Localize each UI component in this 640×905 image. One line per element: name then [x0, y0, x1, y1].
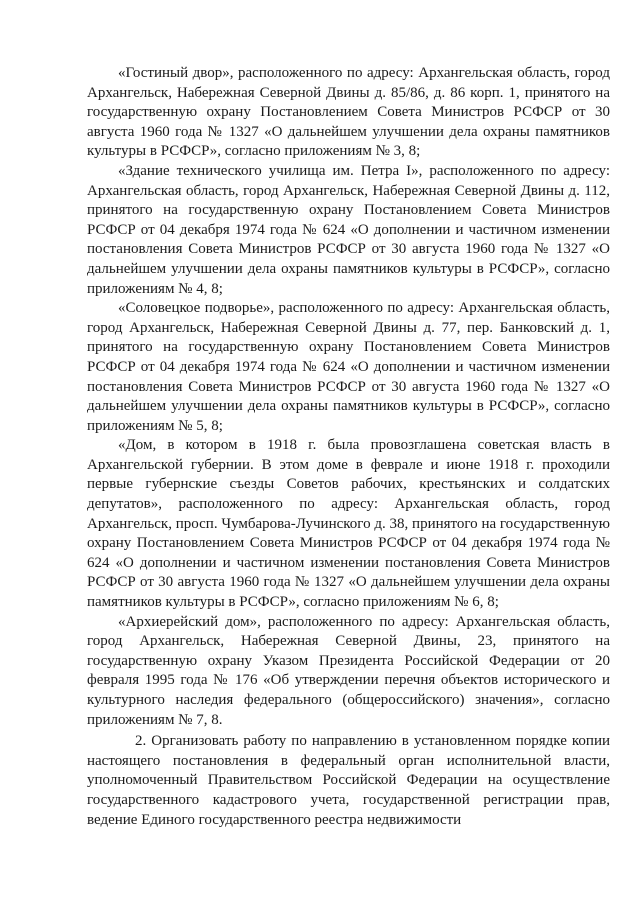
paragraph-archbishop-house: «Архиерейский дом», расположенного по адресу: Архангельская область, город Архангельск, Набережная Северной Двины, 23, принятого на государственную охрану Указом Президента Российской Федерации от 20 февраля 1995 года № 176 «Об утверждении перечня объектов исторического и культурного наследия федерального (общероссийского) значения», согласно приложениям № 7, 8.: [87, 613, 610, 728]
paragraph-soviet-power-house: «Дом, в котором в 1918 г. была провозглашена советская власть в Архангельской губернии. В этом доме в феврале и июне 1918 г. проходили первые губернские съезды Советов рабочих, крестьянских и солдатских депутатов», расположенного по адресу: Архангельская область, город Архангельск, просп. Чумбарова-Лучинского д. 38, принятого на государственную охрану Постановлением Совета Министров РСФСР от 04 декабря 1974 года № 624 «О дополнении и частичном изменении постановления Совета Министров РСФСР от 30 августа 1960 года № 1327 «О дальнейшем улучшении дела охраны памятников культуры в РСФСР», согласно приложениям № 6, 8;: [87, 437, 610, 611]
paragraph-item-2: 2. Организовать работу по направлению в установленном порядке копии настоящего постановления в федеральный орган исполнительной власти, уполномоченный Правительством Российской Федерации на осуществление государственного кадастрового учета, государственной регистрации прав, ведение Единого государственного реестра недвижимости: [87, 733, 610, 828]
paragraph-technical-school: «Здание технического училища им. Петра I», расположенного по адресу: Архангельская область, город Архангельск, Набережная Северной Двины д. 112, принятого на государственную охрану Постановлением Совета Министров РСФСР от 04 декабря 1974 года № 624 «О дополнении и частичном изменении постановления Совета Министров РСФСР от 30 августа 1960 года № 1327 «О дальнейшем улучшении дела охраны памятников культуры в РСФСР», согласно приложениям № 4, 8;: [87, 162, 610, 297]
paragraph-solovetskoe-podvorie: «Соловецкое подворье», расположенного по адресу: Архангельская область, город Архангельск, Набережная Северной Двины д. 77, пер. Банковский д. 1, принятого на государственную охрану Постановлением Совета Министров РСФСР от 04 декабря 1974 года № 624 «О дополнении и частичном изменении постановления Совета Министров РСФСР от 30 августа 1960 года № 1327 «О дальнейшем улучшении дела охраны памятников культуры в РСФСР», согласно приложениям № 5, 8;: [87, 300, 610, 434]
paragraph-gostiny-dvor: «Гостиный двор», расположенного по адресу: Архангельская область, город Архангельск, Набережная Северной Двины д. 85/86, д. 86 корп. 1, принятого на государственную охрану Постановлением Совета Министров РСФСР от 30 августа 1960 года № 1327 «О дальнейшем улучшении дела охраны памятников культуры в РСФСР», согласно приложениям № 3, 8;: [87, 65, 610, 160]
